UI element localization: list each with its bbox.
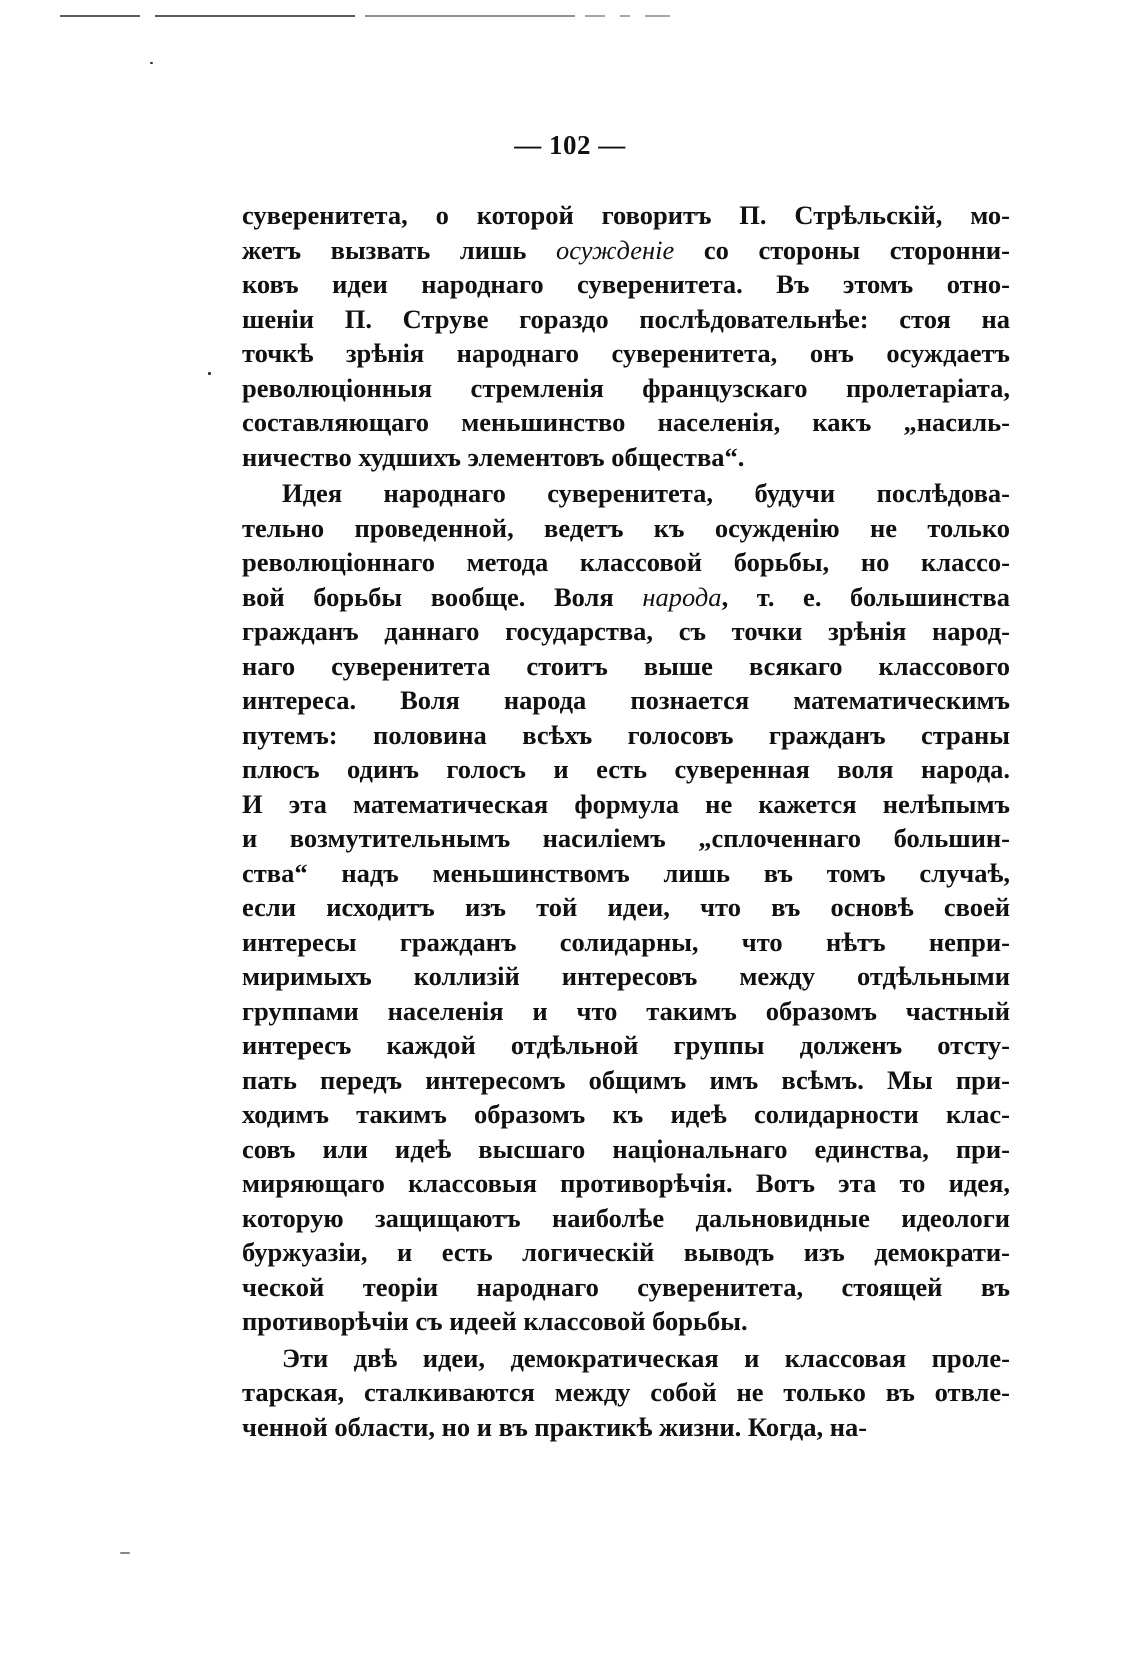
text-segment: плюсъ одинъ голосъ и есть суверенная воля народа.: [242, 754, 1010, 784]
text-segment: составляющаго меньшинство населенія, какъ „насиль-: [242, 407, 1010, 437]
scan-edge-artifact: [60, 14, 700, 18]
text-line: [242, 198, 1010, 233]
text-line: [242, 890, 1010, 925]
text-line: [242, 336, 1010, 371]
text-segment: миряющаго классовыя противорѣчія. Вотъ эта то идея,: [242, 1168, 1010, 1198]
text-line: [242, 371, 1010, 406]
text-line: [242, 1410, 1010, 1445]
text-line: [242, 1341, 1010, 1376]
scan-speck: [208, 372, 211, 375]
text-line: [242, 580, 1010, 615]
text-segment: путемъ: половина всѣхъ голосовъ гражданъ страны: [242, 719, 1010, 750]
italic-emphasis: народа: [642, 581, 722, 612]
text-segment: суверенитета, о которой говоритъ П. Стрѣльскій, мо-: [242, 200, 1010, 230]
text-line: [242, 476, 1010, 511]
text-segment: тельно проведенной, ведетъ къ осужденію не только: [242, 512, 1010, 543]
text-segment: гражданъ даннаго государства, съ точки зрѣнія народ-: [242, 616, 1010, 646]
text-segment: тарская, сталкиваются между собой не только въ отвле-: [242, 1377, 1010, 1407]
paragraph: [242, 1341, 1010, 1445]
text-line: [242, 649, 1010, 684]
text-line: [242, 1375, 1010, 1410]
text-segment: ходимъ такимъ образомъ къ идеѣ солидарности клас-: [242, 1099, 1010, 1129]
text-line: [242, 787, 1010, 822]
text-line: [242, 925, 1010, 960]
text-segment: если исходитъ изъ той идеи, что въ основѣ своей: [242, 892, 1010, 922]
text-line: [242, 614, 1010, 649]
text-segment: со стороны сторонни-: [674, 234, 1010, 265]
text-line: [242, 1132, 1010, 1167]
text-segment: ства“ надъ меньшинствомъ лишь въ томъ случаѣ,: [242, 857, 1010, 888]
text-segment: миримыхъ коллизій интересовъ между отдѣльными: [242, 961, 1010, 991]
text-segment: пать передъ интересомъ общимъ имъ всѣмъ. Мы при-: [242, 1064, 1010, 1095]
text-segment: революціоннаго метода классовой борьбы, но классо-: [242, 547, 1010, 577]
body-text: [242, 198, 1010, 1444]
text-segment: интересъ каждой отдѣльной группы долженъ отсту-: [242, 1030, 1010, 1060]
text-line: [242, 1063, 1010, 1098]
text-line: [242, 1028, 1010, 1063]
text-line: [242, 856, 1010, 891]
paragraph: [242, 476, 1010, 1339]
text-segment: ничество худшихъ элементовъ общества“.: [242, 441, 745, 472]
text-line: [242, 233, 1010, 268]
text-segment: революціонныя стремленія французскаго пролетаріата,: [242, 372, 1010, 403]
text-segment: ковъ идеи народнаго суверенитета. Въ этомъ отно-: [242, 269, 1010, 299]
text-segment: вой борьбы вообще. Воля: [242, 581, 643, 612]
text-segment: и возмутительнымъ насиліемъ „сплоченнаго большин-: [242, 823, 1010, 853]
text-segment: группами населенія и что такимъ образомъ частный: [242, 995, 1010, 1026]
text-line: [242, 994, 1010, 1029]
text-line: [242, 752, 1010, 787]
text-line: [242, 1304, 1010, 1339]
text-line: [242, 1235, 1010, 1270]
text-segment: буржуазіи, и есть логическій выводъ изъ демократи-: [242, 1237, 1010, 1267]
text-line: [242, 511, 1010, 546]
text-line: [242, 1166, 1010, 1201]
text-segment: интересы гражданъ солидарны, что нѣтъ непри-: [242, 926, 1010, 957]
paragraph: [242, 198, 1010, 474]
text-segment: шеніи П. Струве гораздо послѣдовательнѣе: стоя на: [242, 303, 1010, 334]
scan-speck: [150, 62, 153, 64]
text-line: [242, 959, 1010, 994]
text-segment: ческой теоріи народнаго суверенитета, стоящей въ: [242, 1271, 1010, 1302]
text-line: [242, 302, 1010, 337]
text-segment: совъ или идеѣ высшаго національнаго единства, при-: [242, 1133, 1010, 1164]
text-segment: наго суверенитета стоитъ выше всякаго классового: [242, 650, 1010, 681]
text-line: [242, 267, 1010, 302]
text-segment: , т. е. большинства: [721, 581, 1010, 612]
text-segment: Эти двѣ идеи, демократическая и классовая проле-: [282, 1342, 1010, 1373]
text-line: [242, 545, 1010, 580]
text-line: [242, 1201, 1010, 1236]
text-line: [242, 683, 1010, 718]
text-line: [242, 718, 1010, 753]
text-line: [242, 1097, 1010, 1132]
text-segment: точкѣ зрѣнія народнаго суверенитета, онъ осуждаетъ: [242, 338, 1010, 368]
text-segment: противорѣчіи съ идеей классовой борьбы.: [242, 1306, 748, 1336]
text-segment: интереса. Воля народа познается математическимъ: [242, 685, 1010, 715]
text-line: [242, 1270, 1010, 1305]
text-segment: ченной области, но и въ практикѣ жизни. Когда, на-: [242, 1411, 868, 1442]
text-segment: жетъ вызвать лишь: [242, 234, 556, 265]
text-line: [242, 821, 1010, 856]
text-segment: Идея народнаго суверенитета, будучи послѣдова-: [282, 478, 1010, 508]
text-line: [242, 440, 1010, 475]
text-segment: которую защищаютъ наиболѣе дальновидные идеологи: [242, 1202, 1010, 1233]
italic-emphasis: осужденіе: [555, 234, 675, 265]
scan-speck: [120, 1552, 130, 1554]
text-line: [242, 405, 1010, 440]
page-number: — 102 —: [514, 130, 626, 160]
text-segment: И эта математическая формула не кажется нелѣпымъ: [242, 788, 1010, 819]
